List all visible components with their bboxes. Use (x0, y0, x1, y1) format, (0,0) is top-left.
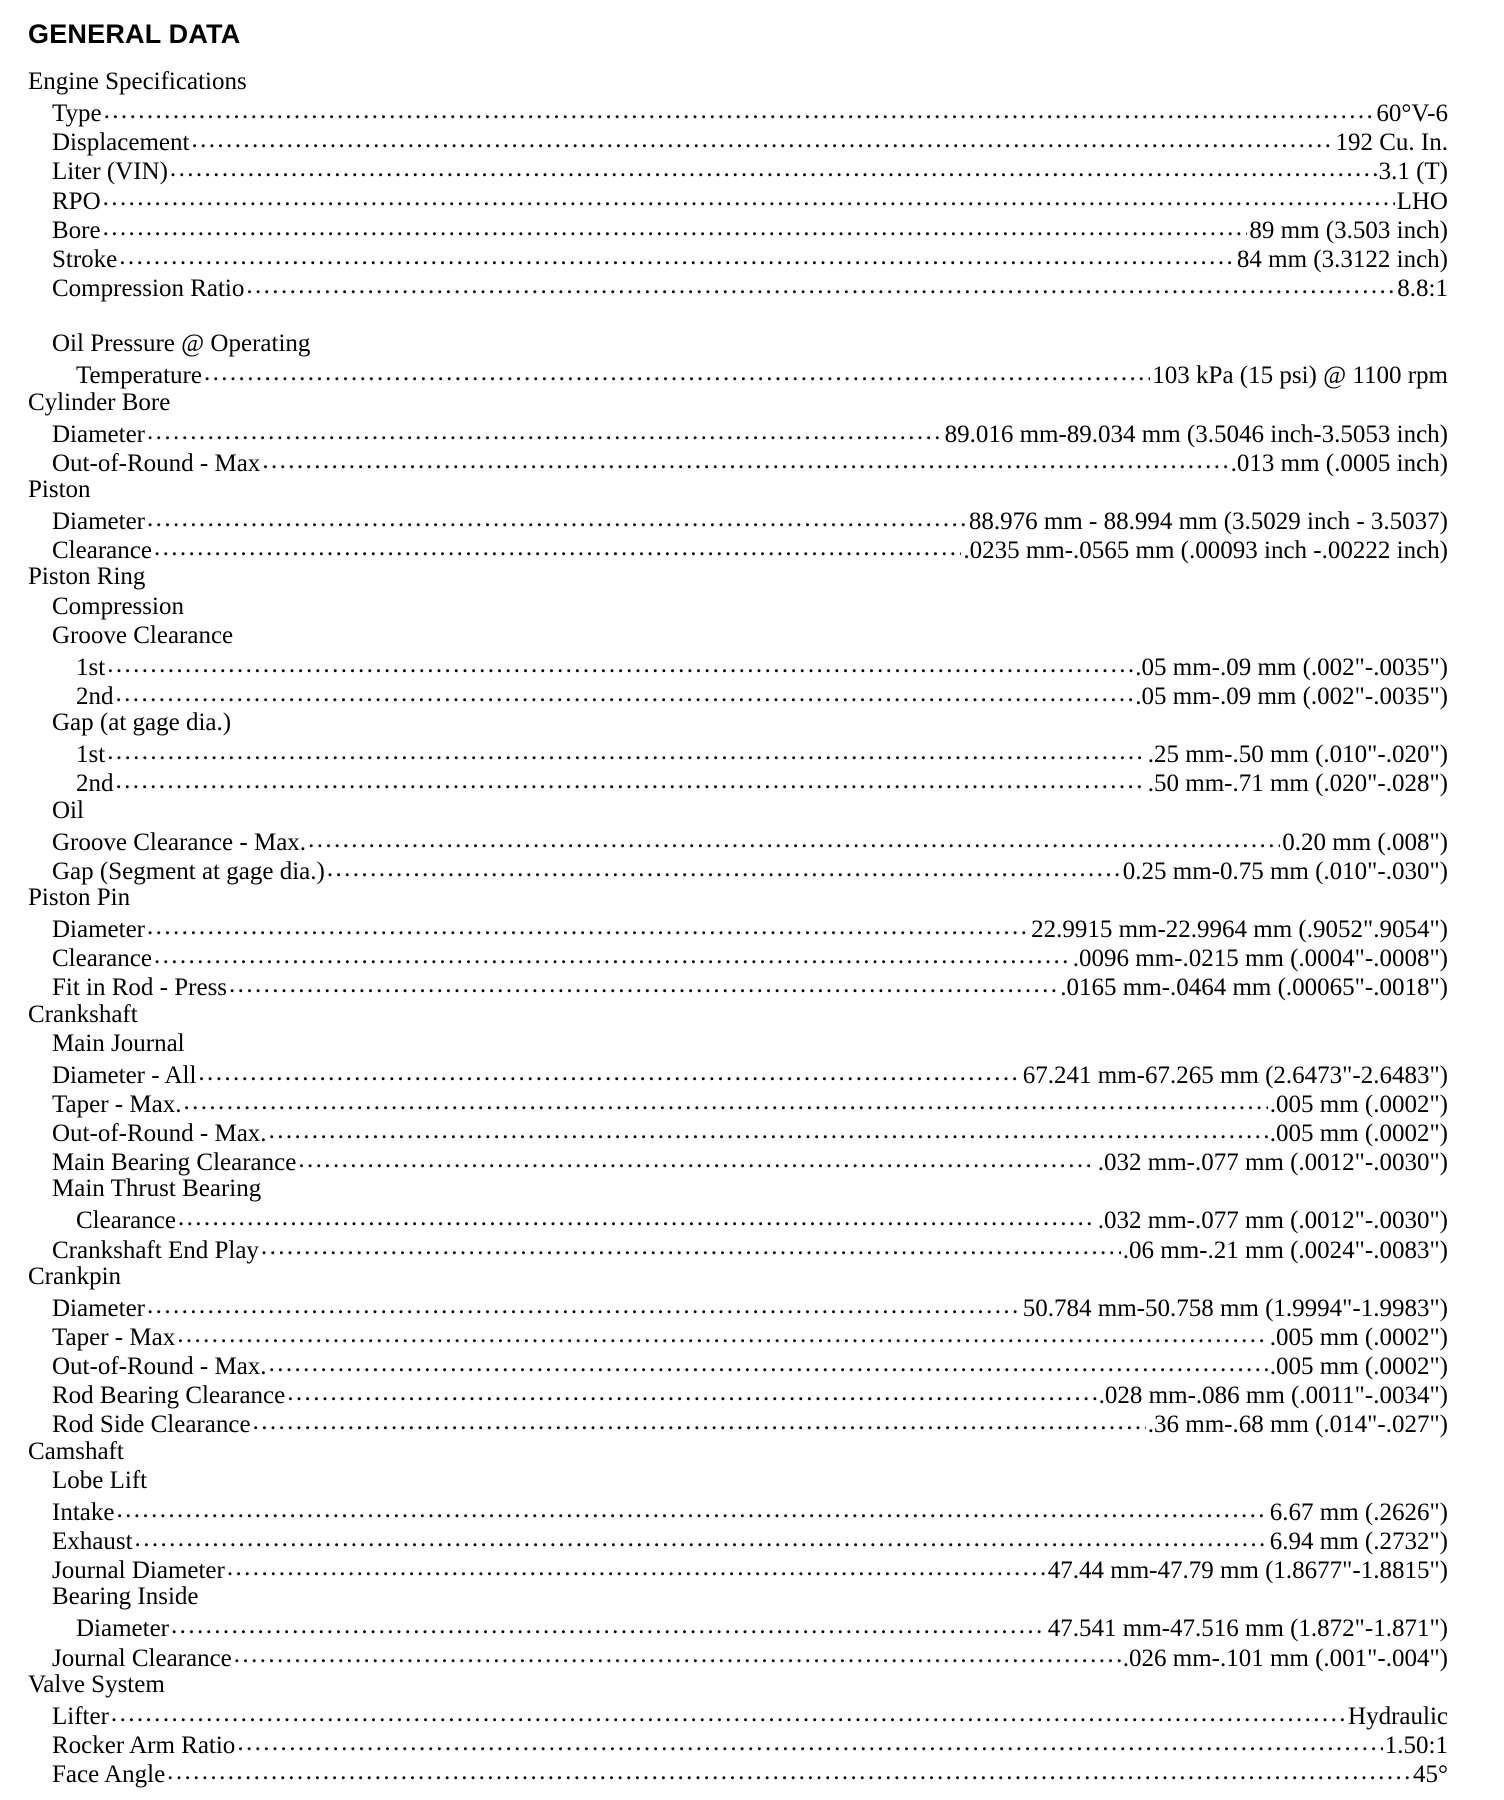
spec-label: Diameter (52, 508, 146, 536)
subsection-heading (28, 1466, 1448, 1495)
spec-value: 103 kPa (15 psi) @ 1100 rpm (1152, 362, 1448, 390)
spec-row (28, 1145, 1448, 1177)
spec-row (28, 766, 1448, 798)
dot-leader (116, 679, 1134, 704)
dot-leader (147, 504, 967, 529)
section-heading (28, 388, 1448, 417)
dot-leader (198, 1058, 1020, 1083)
spec-label: Valve System (28, 1670, 165, 1698)
spec-value: .0235 mm-.0565 mm (.00093 inch -.00222 inch) (963, 537, 1448, 565)
spec-label: Main Bearing Clearance (52, 1149, 297, 1177)
spec-row (28, 1320, 1448, 1352)
spec-label: Face Angle (52, 1761, 166, 1789)
spec-row (28, 154, 1448, 186)
blank-row (28, 300, 1448, 329)
dot-leader (298, 1145, 1095, 1170)
spec-row (28, 1524, 1448, 1556)
spec-label: Bearing Inside (52, 1583, 199, 1611)
spec-label: Fit in Rod - Press (52, 974, 228, 1002)
dot-leader (171, 1611, 1046, 1636)
spec-label: Gap (at gage dia.) (52, 709, 232, 737)
spec-row (28, 1553, 1448, 1585)
spec-row (28, 504, 1448, 536)
spec-label: Crankpin (28, 1262, 122, 1290)
section-heading (28, 1670, 1448, 1699)
spec-value: 3.1 (T) (1378, 158, 1448, 186)
spec-value: .005 mm (.0002") (1269, 1090, 1448, 1118)
dot-leader (287, 1378, 1096, 1403)
spec-label: Piston Pin (28, 883, 131, 911)
subsection-heading (28, 1029, 1448, 1058)
spec-label: Diameter (52, 420, 146, 448)
spec-row (28, 358, 1448, 390)
subsection-heading (28, 329, 1448, 358)
spec-label: Taper - Max. (52, 1090, 182, 1118)
spec-value: 0.25 mm-0.75 mm (.010"-.030") (1122, 857, 1448, 885)
section-heading (28, 475, 1448, 504)
spec-row (28, 941, 1448, 973)
dot-leader (147, 417, 943, 442)
spec-value: .005 mm (.0002") (1269, 1120, 1448, 1148)
spec-value: 6.94 mm (.2732") (1269, 1528, 1448, 1556)
section-heading (28, 1437, 1448, 1466)
dot-leader (246, 271, 1395, 296)
spec-label: Diameter - All (52, 1061, 197, 1089)
spec-row (28, 533, 1448, 565)
section-heading (28, 1000, 1448, 1029)
spec-label: Liter (VIN) (52, 158, 168, 186)
spec-label: Diameter (76, 1615, 170, 1643)
spec-row (28, 125, 1448, 157)
subsection-heading (28, 708, 1448, 737)
subsection-heading (28, 621, 1448, 650)
spec-value: 47.44 mm-47.79 mm (1.8677"-1.8815") (1047, 1557, 1448, 1585)
spec-label: Out-of-Round - Max. (52, 1120, 267, 1148)
spec-label: Temperature (76, 362, 202, 390)
spec-row (28, 1291, 1448, 1320)
dot-leader (191, 125, 1333, 150)
spec-value: .0165 mm-.0464 mm (.00065"-.0018") (1060, 974, 1448, 1002)
page-title: GENERAL DATA (28, 19, 241, 49)
spec-label: Piston Ring (28, 563, 146, 591)
spec-label: 1st (76, 653, 106, 681)
section-heading (28, 67, 1448, 96)
spec-list (28, 67, 1448, 1789)
spec-value: .05 mm-.09 mm (.002"-.0035") (1135, 682, 1448, 710)
spec-label: Out-of-Round - Max. (52, 1353, 267, 1381)
spec-row (28, 1349, 1448, 1381)
spec-label: Clearance (52, 945, 152, 973)
spec-label: Journal Clearance (52, 1644, 232, 1672)
spec-label: Lifter (52, 1702, 109, 1730)
subsection-heading (28, 592, 1448, 621)
spec-row (28, 1495, 1448, 1524)
spec-label: Oil (52, 796, 84, 824)
spec-label: Crankshaft (28, 1000, 138, 1028)
spec-value: Hydraulic (1348, 1702, 1448, 1730)
spec-value: .005 mm (.0002") (1269, 1324, 1448, 1352)
dot-leader (116, 1495, 1267, 1520)
spec-value: .032 mm-.077 mm (.0012"-.0030") (1097, 1149, 1448, 1177)
spec-value: 84 mm (3.3122 inch) (1236, 245, 1448, 273)
spec-label: Gap (Segment at gage dia.) (52, 857, 325, 885)
spec-row (28, 1757, 1448, 1789)
spec-row (28, 970, 1448, 1002)
spec-label: Compression Ratio (52, 274, 245, 302)
spec-value: .06 mm-.21 mm (.0024"-.0083") (1122, 1236, 1448, 1264)
spec-row (28, 1058, 1448, 1087)
dot-leader (262, 446, 1228, 471)
dot-leader (147, 1291, 1021, 1316)
spec-label: RPO (52, 187, 101, 215)
dot-leader (111, 1699, 1346, 1724)
spec-label: Rod Bearing Clearance (52, 1382, 286, 1410)
spec-label: Compression (52, 592, 184, 620)
spec-label: Rocker Arm Ratio (52, 1732, 236, 1760)
spec-value: .50 mm-.71 mm (.020"-.028") (1147, 770, 1448, 798)
spec-row (28, 1203, 1448, 1235)
dot-leader (237, 1728, 1382, 1753)
spec-value: 0.20 mm (.008") (1282, 828, 1448, 856)
spec-row (28, 1699, 1448, 1728)
spec-row (28, 1611, 1448, 1643)
spec-label: Oil Pressure @ Operating (52, 330, 311, 358)
spec-row (28, 737, 1448, 769)
dot-leader (327, 854, 1121, 879)
spec-row (28, 1728, 1448, 1760)
spec-label: Piston (28, 475, 91, 503)
spec-label: Diameter (52, 916, 146, 944)
dot-leader (107, 737, 1146, 762)
spec-value: .05 mm-.09 mm (.002"-.0035") (1135, 653, 1448, 681)
spec-label: Main Journal (52, 1029, 185, 1057)
spec-value: 8.8:1 (1397, 274, 1448, 302)
dot-leader (229, 970, 1058, 995)
spec-value: 89.016 mm-89.034 mm (3.5046 inch-3.5053 inch) (944, 420, 1448, 448)
dot-leader (107, 650, 1133, 675)
section-heading (28, 883, 1448, 912)
subsection-heading (28, 796, 1448, 825)
spec-row (28, 1378, 1448, 1410)
dot-leader (116, 766, 1146, 791)
spec-label: Stroke (52, 245, 118, 273)
spec-row (28, 1116, 1448, 1148)
dot-leader (103, 184, 1395, 209)
spec-label: Camshaft (28, 1437, 124, 1465)
spec-value: 88.976 mm - 88.994 mm (3.5029 inch - 3.5037) (968, 508, 1448, 536)
dot-leader (103, 213, 1248, 238)
spec-row (28, 271, 1448, 300)
dot-leader (308, 825, 1280, 850)
spec-value: .005 mm (.0002") (1269, 1353, 1448, 1381)
spec-row (28, 96, 1448, 128)
spec-label: Displacement (52, 129, 190, 157)
spec-label: 2nd (76, 682, 114, 710)
spec-row (28, 854, 1448, 883)
section-heading (28, 562, 1448, 591)
spec-label: Diameter (52, 1294, 146, 1322)
spec-value: 6.67 mm (.2626") (1269, 1498, 1448, 1526)
spec-value: 45° (1413, 1761, 1448, 1789)
spec-label: 1st (76, 741, 106, 769)
spec-row (28, 446, 1448, 475)
spec-value: 192 Cu. In. (1335, 129, 1448, 157)
section-heading (28, 1262, 1448, 1291)
dot-leader (147, 912, 1029, 937)
spec-value: .026 mm-.101 mm (.001"-.004") (1122, 1644, 1448, 1672)
spec-label: Journal Diameter (52, 1557, 225, 1585)
dot-leader (253, 1407, 1146, 1432)
spec-label: Groove Clearance - Max. (52, 828, 307, 856)
spec-label: Groove Clearance (52, 621, 234, 649)
spec-label: Out-of-Round - Max (52, 449, 261, 477)
spec-value: 50.784 mm-50.758 mm (1.9994"-1.9983") (1022, 1294, 1448, 1322)
spec-label: Bore (52, 216, 101, 244)
spec-value: 22.9915 mm-22.9964 mm (.9052".9054") (1031, 916, 1448, 944)
spec-row (28, 213, 1448, 242)
dot-leader (183, 1087, 1267, 1112)
spec-value: .028 mm-.086 mm (.0011"-.0034") (1098, 1382, 1448, 1410)
spec-row (28, 1233, 1448, 1262)
dot-leader (178, 1203, 1096, 1228)
dot-leader (269, 1116, 1268, 1141)
dot-leader (154, 941, 1071, 966)
dot-leader (177, 1320, 1268, 1345)
spec-value: .0096 mm-.0215 mm (.0004"-.0008") (1072, 945, 1448, 973)
spec-row (28, 650, 1448, 679)
spec-row (28, 417, 1448, 446)
dot-leader (170, 154, 1377, 179)
spec-label: Main Thrust Bearing (52, 1175, 262, 1203)
spec-label: Taper - Max (52, 1324, 176, 1352)
dot-leader (119, 242, 1235, 267)
dot-leader (167, 1757, 1411, 1782)
dot-leader (135, 1524, 1268, 1549)
spec-label: Clearance (52, 537, 152, 565)
spec-label: Type (52, 100, 102, 128)
subsection-heading (28, 1174, 1448, 1203)
spec-row (28, 825, 1448, 854)
spec-row (28, 242, 1448, 271)
dot-leader (261, 1233, 1121, 1258)
spec-label: Cylinder Bore (28, 388, 171, 416)
spec-value: .36 mm-.68 mm (.014"-.027") (1147, 1411, 1448, 1439)
spec-row (28, 1407, 1448, 1439)
spec-label: Exhaust (52, 1528, 133, 1556)
spec-row (28, 184, 1448, 213)
spec-label: Rod Side Clearance (52, 1411, 251, 1439)
spec-value: 60°V-6 (1376, 100, 1448, 128)
spec-value: .032 mm-.077 mm (.0012"-.0030") (1097, 1207, 1448, 1235)
dot-leader (104, 96, 1375, 121)
spec-value: .013 mm (.0005 inch) (1230, 449, 1448, 477)
spec-row (28, 1641, 1448, 1670)
spec-value: 67.241 mm-67.265 mm (2.6473"-2.6483") (1022, 1061, 1448, 1089)
spec-label: Engine Specifications (28, 68, 247, 95)
spec-label: Intake (52, 1498, 115, 1526)
spec-label: Clearance (76, 1207, 176, 1235)
spec-row (28, 1087, 1448, 1116)
spec-value: 89 mm (3.503 inch) (1249, 216, 1448, 244)
spec-label: Crankshaft End Play (52, 1236, 259, 1264)
spec-value: .25 mm-.50 mm (.010"-.020") (1147, 741, 1448, 769)
subsection-heading (28, 1582, 1448, 1611)
spec-value: 47.541 mm-47.516 mm (1.872"-1.871") (1047, 1615, 1448, 1643)
spec-label: Lobe Lift (52, 1466, 148, 1494)
spec-label: 2nd (76, 770, 114, 798)
dot-leader (227, 1553, 1046, 1578)
spec-row (28, 679, 1448, 708)
dot-leader (204, 358, 1150, 383)
spec-row (28, 912, 1448, 944)
spec-value: 1.50:1 (1384, 1732, 1448, 1760)
dot-leader (234, 1641, 1121, 1666)
dot-leader (154, 533, 961, 558)
spec-value: LHO (1396, 187, 1448, 215)
dot-leader (269, 1349, 1268, 1374)
